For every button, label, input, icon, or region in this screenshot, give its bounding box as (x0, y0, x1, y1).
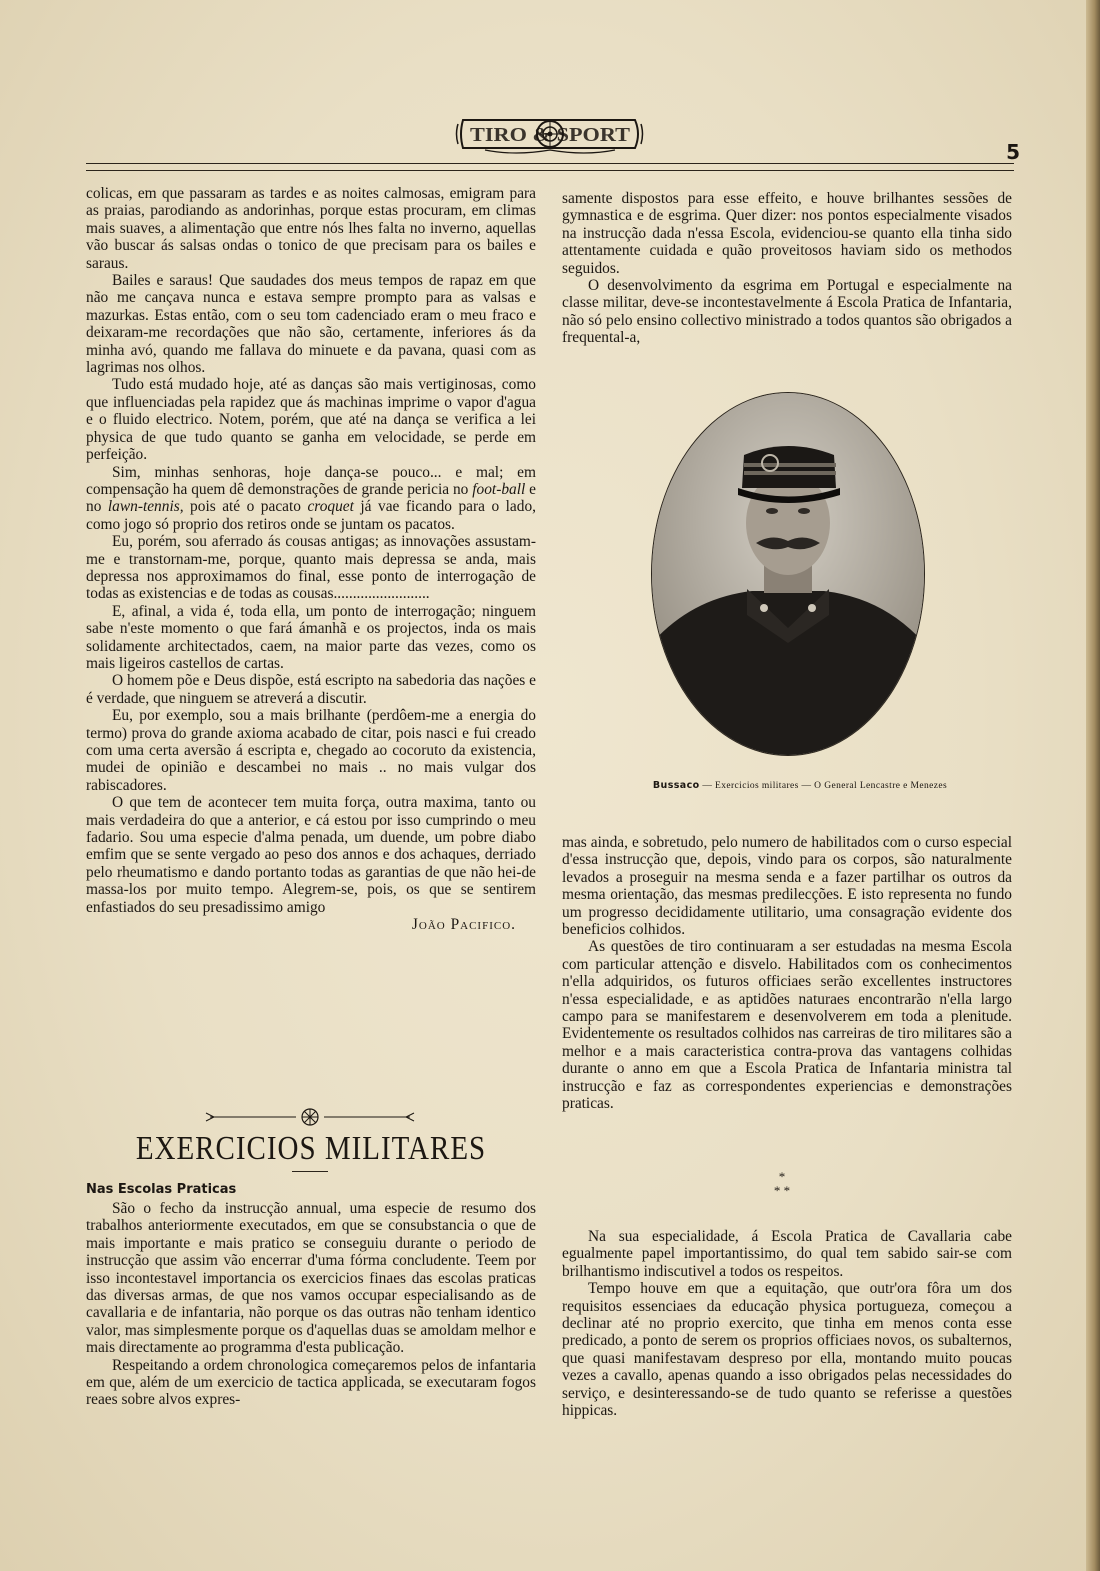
header-rule (86, 163, 1014, 171)
paragraph: Tudo está mudado hoje, até as danças são mais vertiginosas, como que influenciadas pela rapidez que ás machinas imprime o vapor d'agua e o fluido electrico. Notem, porém, que até na dança se verifica a lei physica de que tudo quanto se ganha em velocidade, se perde em perfeição. (86, 376, 536, 464)
paragraph: Respeitando a ordem chronologica começaremos pelos de infantaria em que, além de um exercicio de tactica applicada, se executaram fogos reaes sobre alvos expres- (86, 1356, 536, 1409)
paragraph: Eu, porém, sou aferrado ás cousas antigas; as innovações assustam-me e transtornam-me, porque, quanto mais depressa se anda, mais depressa nos approximamos do final, esse ponto de interrogação de todas as existencias e de todas as cousas......................... (86, 533, 536, 603)
left-column-military-article (86, 1200, 536, 1409)
masthead-logo (455, 110, 645, 158)
left-column-article (86, 185, 536, 933)
page-edge (1086, 0, 1100, 1571)
paragraph: mas ainda, e sobretudo, pelo numero de habilitados com o curso especial d'essa instrucção que, depois, vindo para os corpos, são naturalmente levados a proseguir na mesma senda e a fazer partilhar os outros da mesma orientação, das mesmas predilecções. E isto representa no fundo um progresso decididamente utilitario, uma consagração evidente dos beneficios colhidos. (562, 834, 1012, 939)
paragraph: As questões de tiro continuaram a ser estudadas na mesma Escola com particular attenção e disvelo. Habilitados com os conhecimentos n'ella adquiridos, os futuros officiaes serão excellentes instructores n'essa especialidade, e as aptidões naturaes encontrarão n'ella largo campo para se manifestarem e desenvolverem em toda a plenitude. Evidentemente os resultados colhidos nas carreiras de tiro militares são a melhor e a mais caracteristica contra-prova das vantagens colhidas durante o anno em que a Escola Pratica de Infantaria ministra tal instrucção e faz as correspondentes experiencias e demonstrações praticas. (562, 938, 1012, 1113)
photo-caption: Bussaco — Exercicios militares — O General Lencastre e Menezes (652, 780, 948, 791)
paragraph: O homem põe e Deus dispõe, está escripto na sabedoria das nações e é verdade, que ninguem se atreverá a discutir. (86, 672, 536, 707)
paragraph: samente dispostos para esse effeito, e houve brilhantes sessões de gymnastica e de esgrima. Quer dizer: nos pontos especialmente visados na instrucção dada n'essa Escola, evidenciou-se quanto ella tinha sido attentamente cuidada e quão proveitosos haviam sido os methodos seguidos. (562, 190, 1012, 277)
right-column-middle (562, 834, 1012, 1113)
paragraph: São o fecho da instrucção annual, uma especie de resumo dos trabalhos anteriormente executados, em que se consubstancia o que de mais importante e mais pratico se conseguiu durante o periodo de instrucção que assim vão encerrar d'uma fórma concludente. Teem por isso incontestavel importancia os exercicios finaes das escolas praticas das diversas armas, de que nos vamos occupar especialisando as de cavallaria e de infantaria, não porque os das outras não tenham identico valor, mas simplesmente porque os d'aquellas duas se amoldam melhor e mais directamente ao programma d'esta publicação. (86, 1200, 536, 1357)
masthead-logo-text: TIRO & SPORT (470, 124, 631, 146)
general-portrait-photo (651, 392, 925, 756)
paragraph: Sim, minhas senhoras, hoje dança-se pouco... e mal; em compensação ha quem dê demonstrações de grande pericia no foot-ball e no lawn-tennis, pois até o pacato croquet já vae ficando para o lado, como jogo só proprio dos retiros onde se juntam os pacatos. (86, 463, 537, 533)
paragraph: Tempo houve em que a equitação, que outr'ora fôra um dos requisitos essenciaes da educação physica portugueza, começou a declinar até no proprio exercito, que tinha em menos conta esse predicado, a ponto de serem os proprios officiaes novos, os subalternos, que quasi manifestavam despreso por ella, montando muito poucas vezes a cavallo, apenas quando a isso obrigados pelas necessidades do serviço, e desinteressando-se de tudo quanto se referisse a questões hippicas. (562, 1280, 1012, 1420)
section-separator-asterisks: * * * (773, 1169, 791, 1198)
paragraph: O que tem de acontecer tem muita força, outra maxima, tanto ou mais verdadeira do que a anterior, e cá estou por isso cumprindo o meu fadario. Sou uma especie d'alma penada, um duende, um pobre diabo emfim que se sente vergado ao peso dos annos e dos achaques, derriado pelo rheumatismo e dando portanto todas as garantias de que não hei-de massa-los por muito tempo. Alegrem-se, pois, os que se sentirem enfastiados do seu presadissimo amigo (86, 794, 536, 916)
page-number: 5 (1006, 140, 1020, 164)
right-column-bottom (562, 1228, 1012, 1419)
paragraph: Na sua especialidade, á Escola Pratica de Cavallaria cabe egualmente papel importantissimo, do qual tem sabido sair-se com brilhantismo indiscutivel a todos os respeitos. (562, 1228, 1012, 1280)
paragraph: colicas, em que passaram as tardes e as noites calmosas, emigram para as praias, parodiando as andorinhas, porque estas procuram, em climas mais suaves, a alimentação que entre nós lhes falta no inverno, aquellas vão buscar ás salsas ondas o tonico de que precisam para os bailes e saraus. (86, 185, 536, 272)
section-title: EXERCICIOS MILITARES (135, 1130, 487, 1167)
paragraph: O desenvolvimento da esgrima em Portugal e especialmente na classe militar, deve-se incontestavelmente á Escola Pratica de Infantaria, não só pelo ensino collectivo ministrado a todos quantos são obrigados a frequental-a, (562, 277, 1012, 347)
paragraph: E, afinal, a vida é, toda ella, um ponto de interrogação; ninguem sabe n'este momento o que fará ámanhã e os projectos, inda os mais solidamente architectados, caem, na maior parte das vezes, como os mais ligeiros castellos de cartas. (86, 602, 536, 672)
author-signature: João Pacifico. (411, 916, 516, 934)
ornament-divider (200, 1106, 420, 1128)
paragraph: Bailes e saraus! Que saudades dos meus tempos de rapaz em que não me cançava nunca e estava sempre prompto para as valsas e mazurkas. Estas então, com o seu tom cadenciado eram o meu fraco e deixaram-me recordações que não são, certamente, inferiores ás da minha avó, quando me fallava do minuete e da pavana, quasi com as lagrimas nos olhos. (86, 272, 536, 377)
right-column-top (562, 190, 1012, 347)
subsection-heading: Nas Escolas Praticas (86, 1182, 237, 1197)
paragraph: Eu, por exemplo, sou a mais brilhante (perdôem-me a energia do termo) prova do grande axioma acabado de citar, pois nasci e fui creado com uma certa aversão á escripta e, chegado ao cocoruto da existencia, mudei de opinião e descambei no mais .. no mais vulgar dos rabiscadores. (86, 707, 536, 794)
title-rule (292, 1171, 328, 1172)
